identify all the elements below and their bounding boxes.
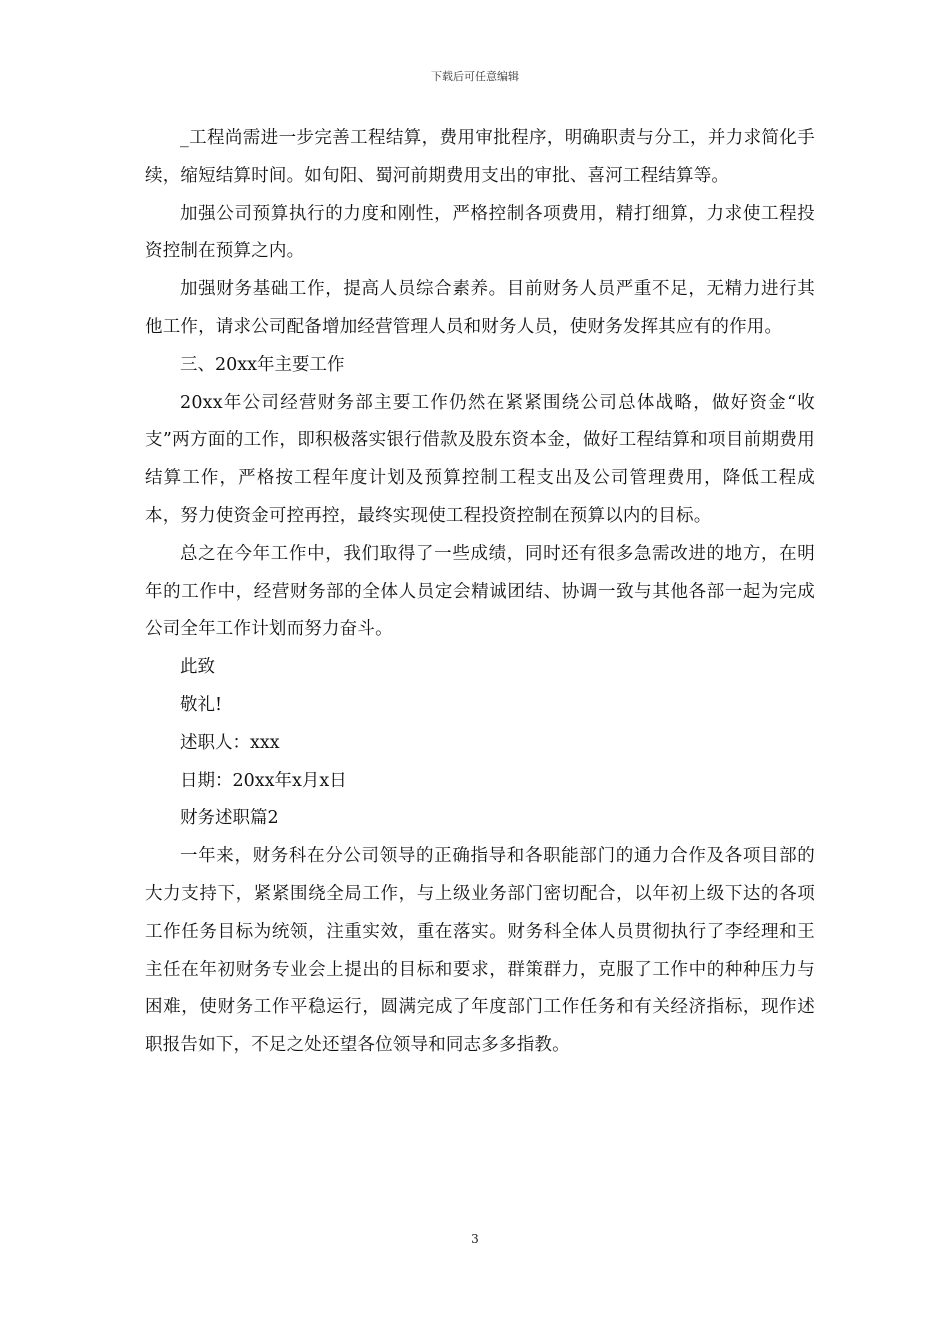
section-title-report-2: 财务述职篇2 bbox=[180, 808, 279, 829]
page-header-note: 下载后可任意编辑 bbox=[431, 70, 519, 83]
reporter-line: 述职人：xxx bbox=[180, 732, 280, 753]
paragraph-staffing: 加强财务基础工作，提高人员综合素养。目前财务人员严重不足，无精力进行其他工作，请求公司配备增加经营管理人员和财务人员，使财务发挥其应有的作用。 bbox=[145, 279, 815, 337]
paragraph-summary: 总之在今年工作中，我们取得了一些成绩，同时还有很多急需改进的地方，在明年的工作中，经营财务部的全体人员定会精诚团结、协调一致与其他各部一起为完成公司全年工作计划而努力奋斗。 bbox=[145, 543, 815, 640]
paragraph-report-2-intro: 一年来，财务科在分公司领导的正确指导和各职能部门的通力合作及各项目部的大力支持下，紧紧围绕全局工作，与上级业务部门密切配合，以年初上级下达的各项工作任务目标为统领，注重实效，重在落实。财务科全体人员贯彻执行了李经理和王主任在年初财务专业会上提出的目标和要求，群策群力，克服了工作中的种种压力与困难，使财务工作平稳运行，圆满完成了年度部门工作任务和有关经济指标，现作述职报告如下，不足之处还望各位领导和同志多多指教。 bbox=[145, 846, 815, 1056]
document-body bbox=[145, 120, 815, 1065]
paragraph-settlement: _工程尚需进一步完善工程结算，费用审批程序，明确职责与分工，并力求简化手续，缩短结算时间。如旬阳、蜀河前期费用支出的审批、喜河工程结算等。 bbox=[145, 128, 815, 186]
closing-regards: 敬礼! bbox=[180, 694, 223, 715]
date-line: 日期：20xx年x月x日 bbox=[180, 770, 347, 791]
paragraph-main-work: 20xx年公司经营财务部主要工作仍然在紧紧围绕公司总体战略，做好资金“收支”两方面的工作，即积极落实银行借款及股东资本金，做好工程结算和项目前期费用结算工作，严格按工程年度计划及预算控制工程支出及公司管理费用，降低工程成本，努力使资金可控再控，最终实现使工程投资控制在预算以内的目标。 bbox=[145, 392, 815, 526]
section-heading-main-work: 三、20xx年主要工作 bbox=[180, 354, 345, 375]
paragraph-budget: 加强公司预算执行的力度和刚性，严格控制各项费用，精打细算，力求使工程投资控制在预算之内。 bbox=[145, 203, 815, 262]
page-number: 3 bbox=[471, 1232, 479, 1246]
closing-salutation: 此致 bbox=[180, 657, 215, 678]
